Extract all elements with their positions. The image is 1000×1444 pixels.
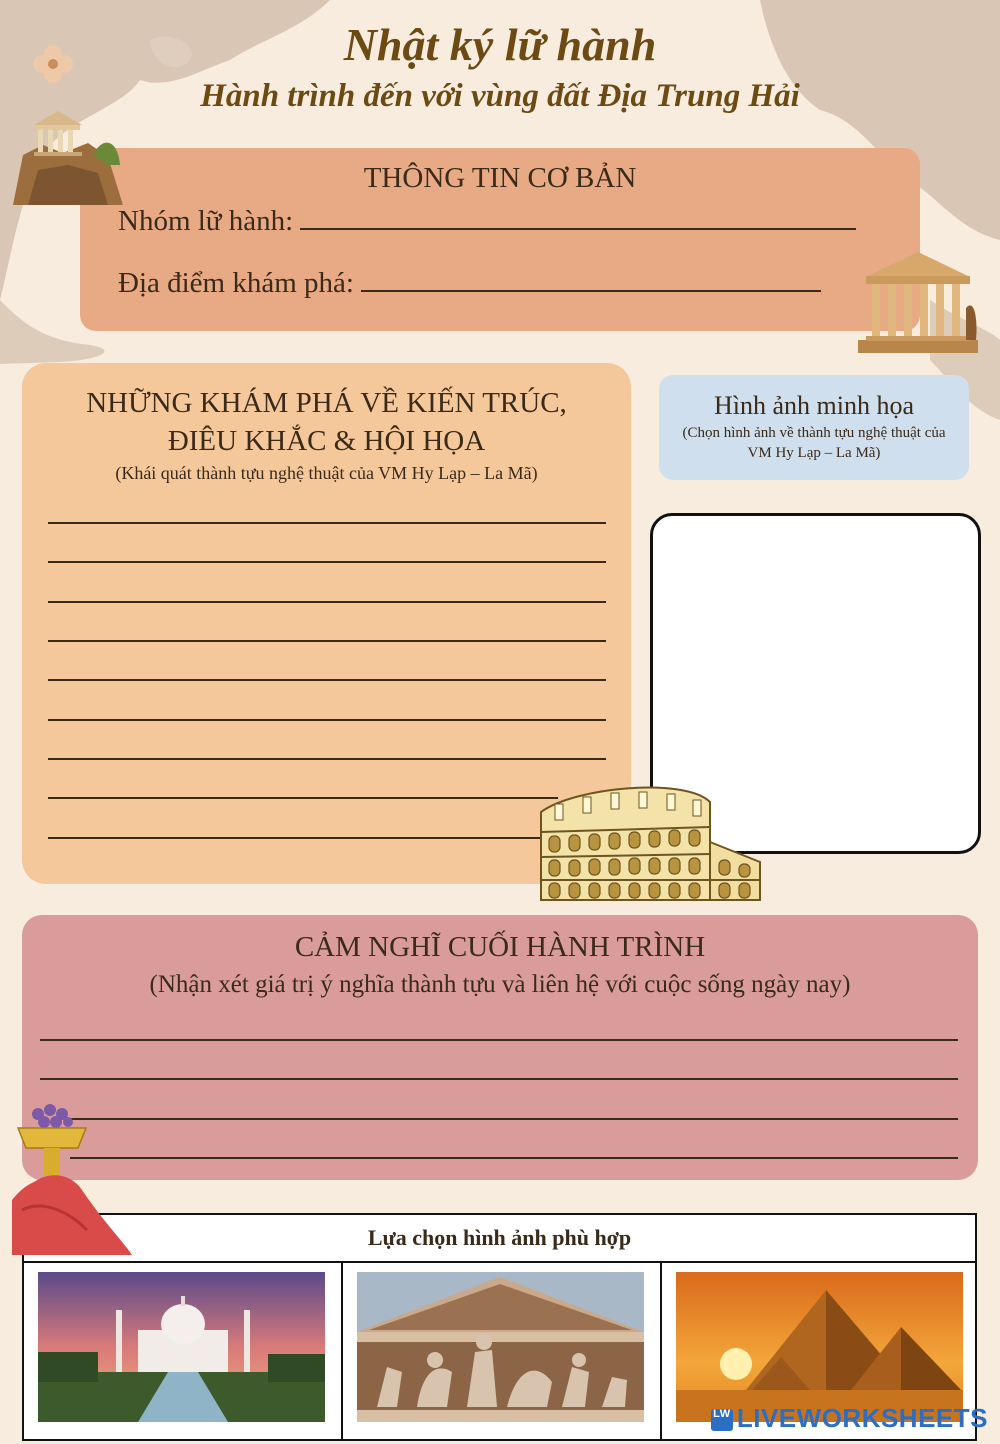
writing-line[interactable] (48, 719, 606, 721)
place-row (118, 266, 821, 300)
writing-line[interactable] (40, 1078, 958, 1080)
page-title: Nhật ký lữ hành (343, 19, 657, 70)
place-label: Địa điểm khám phá: (118, 267, 354, 299)
greek-pediment-sculpture-photo (357, 1272, 644, 1422)
discoveries-heading-line1: NHỮNG KHÁM PHÁ VỀ KIẾN TRÚC, (86, 387, 567, 419)
writing-line[interactable] (48, 601, 606, 603)
reflection-note: (Nhận xét giá trị ý nghĩa thành tựu và liên hệ với cuộc sống ngày nay) (149, 971, 851, 998)
discoveries-note: (Khái quát thành tựu nghệ thuật của VM Hy Lạp – La Mã) (115, 463, 538, 483)
group-name-label: Nhóm lữ hành: (118, 205, 294, 237)
image-choice-heading: Lựa chọn hình ảnh phù hợp (24, 1215, 975, 1263)
watermark-text: LIVEWORKSHEETS (736, 1403, 988, 1433)
illustration-note: (Chọn hình ảnh về thành tựu nghệ thuật của VM Hy Lạp – La Mã) (682, 425, 946, 461)
reflection-panel (22, 915, 978, 1180)
basic-info-heading: THÔNG TIN CƠ BẢN (363, 162, 637, 194)
basic-info-panel (80, 148, 920, 331)
egyptian-pyramids-photo (676, 1272, 963, 1422)
writing-line[interactable] (48, 758, 606, 760)
liveworksheets-badge-icon: LW (711, 1409, 733, 1431)
roman-temple-illustration (858, 248, 978, 353)
writing-line[interactable] (48, 837, 548, 839)
writing-line[interactable] (40, 1039, 958, 1041)
group-name-field[interactable] (300, 204, 856, 230)
writing-line[interactable] (48, 522, 606, 524)
place-field[interactable] (361, 266, 821, 292)
writing-line[interactable] (48, 561, 606, 563)
illustration-heading: Hình ảnh minh họa (713, 391, 915, 420)
writing-line[interactable] (70, 1157, 958, 1159)
liveworksheets-logo (711, 1403, 988, 1434)
image-option-taj-mahal[interactable] (24, 1263, 340, 1439)
illustration-header (659, 375, 969, 480)
writing-line[interactable] (70, 1118, 958, 1120)
discoveries-heading-line2: ĐIÊU KHẮC & HỘI HỌA (167, 425, 486, 457)
greek-temple-cliff-illustration (8, 95, 128, 205)
writing-line[interactable] (48, 640, 606, 642)
taj-mahal-photo (38, 1272, 325, 1422)
writing-line[interactable] (48, 679, 606, 681)
page-subtitle: Hành trình đến với vùng đất Địa Trung Hải (200, 78, 800, 114)
image-option-greek-sculpture[interactable] (341, 1263, 661, 1439)
grape-bowl-illustration (12, 1100, 132, 1260)
writing-line[interactable] (48, 797, 558, 799)
flower-icon (28, 40, 78, 90)
group-name-row (118, 204, 856, 238)
colosseum-illustration (535, 772, 765, 907)
reflection-heading: CẢM NGHĨ CUỐI HÀNH TRÌNH (294, 931, 706, 963)
